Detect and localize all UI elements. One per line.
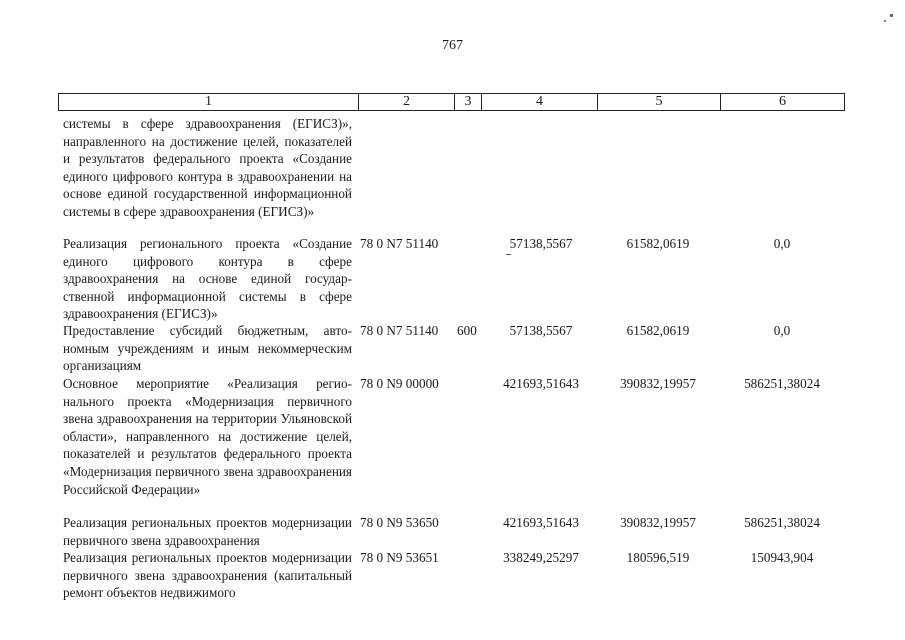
- row-code: 78 0 N9 00000: [360, 376, 439, 391]
- row-value-col4: 57138,5567: [509, 236, 573, 251]
- row-value-col5: 61582,0619: [626, 323, 690, 338]
- row-value-col4: 421693,51643: [503, 515, 579, 530]
- row-value-col4: 338249,25297: [503, 550, 579, 565]
- column-header-3: 3: [455, 94, 482, 110]
- row-value-col4: 421693,51643: [503, 376, 579, 391]
- row-value-col4: 57138,5567: [509, 323, 573, 338]
- row-expense-type: 600: [457, 323, 477, 338]
- row-description: Основное мероприятие «Реализация регионального проекта «Модернизация первичного звена здравоохранения на территории Ульяновской области», направленного на достижение целей, показателей и результатов федерального проекта «Модернизация первичного звена здравоохранения Российской Федерации»: [63, 376, 352, 497]
- row-value-col5: 61582,0619: [626, 236, 690, 251]
- row-value-col6: 0,0: [773, 323, 791, 338]
- row-code: 78 0 N9 53651: [360, 550, 439, 565]
- scan-speck: [890, 14, 893, 17]
- row-value-col5: 390832,19957: [620, 515, 696, 530]
- row-description: системы в сфере здравоохранения (ЕГИСЗ)», направленного на достижение целей, показателей и результатов федерального проекта «Создание единого цифрового контура в здравоохранении на основе единой государственной информационной системы в сфере здравоохранения (ЕГИСЗ)»: [63, 116, 352, 219]
- column-header-1: 1: [59, 94, 359, 110]
- row-value-col6: 586251,38024: [744, 376, 820, 391]
- scan-speck: [884, 20, 886, 22]
- column-header-4: 4: [482, 94, 598, 110]
- row-value-col6: 586251,38024: [744, 515, 820, 530]
- table-header: [58, 93, 845, 111]
- row-code: 78 0 N9 53650: [360, 515, 439, 530]
- row-value-col6: 0,0: [773, 236, 791, 251]
- row-value-col6: 150943,904: [750, 550, 814, 565]
- scan-speck: [506, 254, 511, 255]
- page-number: 767: [442, 38, 463, 53]
- row-code: 78 0 N7 51140: [360, 323, 439, 338]
- row-description: Реализация региональных проектов модернизации первичного звена здравоохранения: [63, 515, 352, 548]
- column-header-5: 5: [598, 94, 721, 110]
- row-value-col5: 390832,19957: [620, 376, 696, 391]
- row-description: Реализация региональных проектов модернизации первичного звена здравоохранения (капитальный ремонт объектов недвижимого: [63, 550, 352, 601]
- row-description: Реализация регионального проекта «Создание единого цифрового контура в сфере здравоохранения на основе единой государственной информационной системы в сфере здравоохранения (ЕГИСЗ)»: [63, 236, 352, 322]
- column-header-2: 2: [359, 94, 455, 110]
- column-header-6: 6: [779, 94, 786, 109]
- row-code: 78 0 N7 51140: [360, 236, 439, 251]
- row-description: Предоставление субсидий бюджетным, автономным учреждениям и иным некоммерческим организациям: [63, 323, 352, 374]
- row-value-col5: 180596,519: [626, 550, 690, 565]
